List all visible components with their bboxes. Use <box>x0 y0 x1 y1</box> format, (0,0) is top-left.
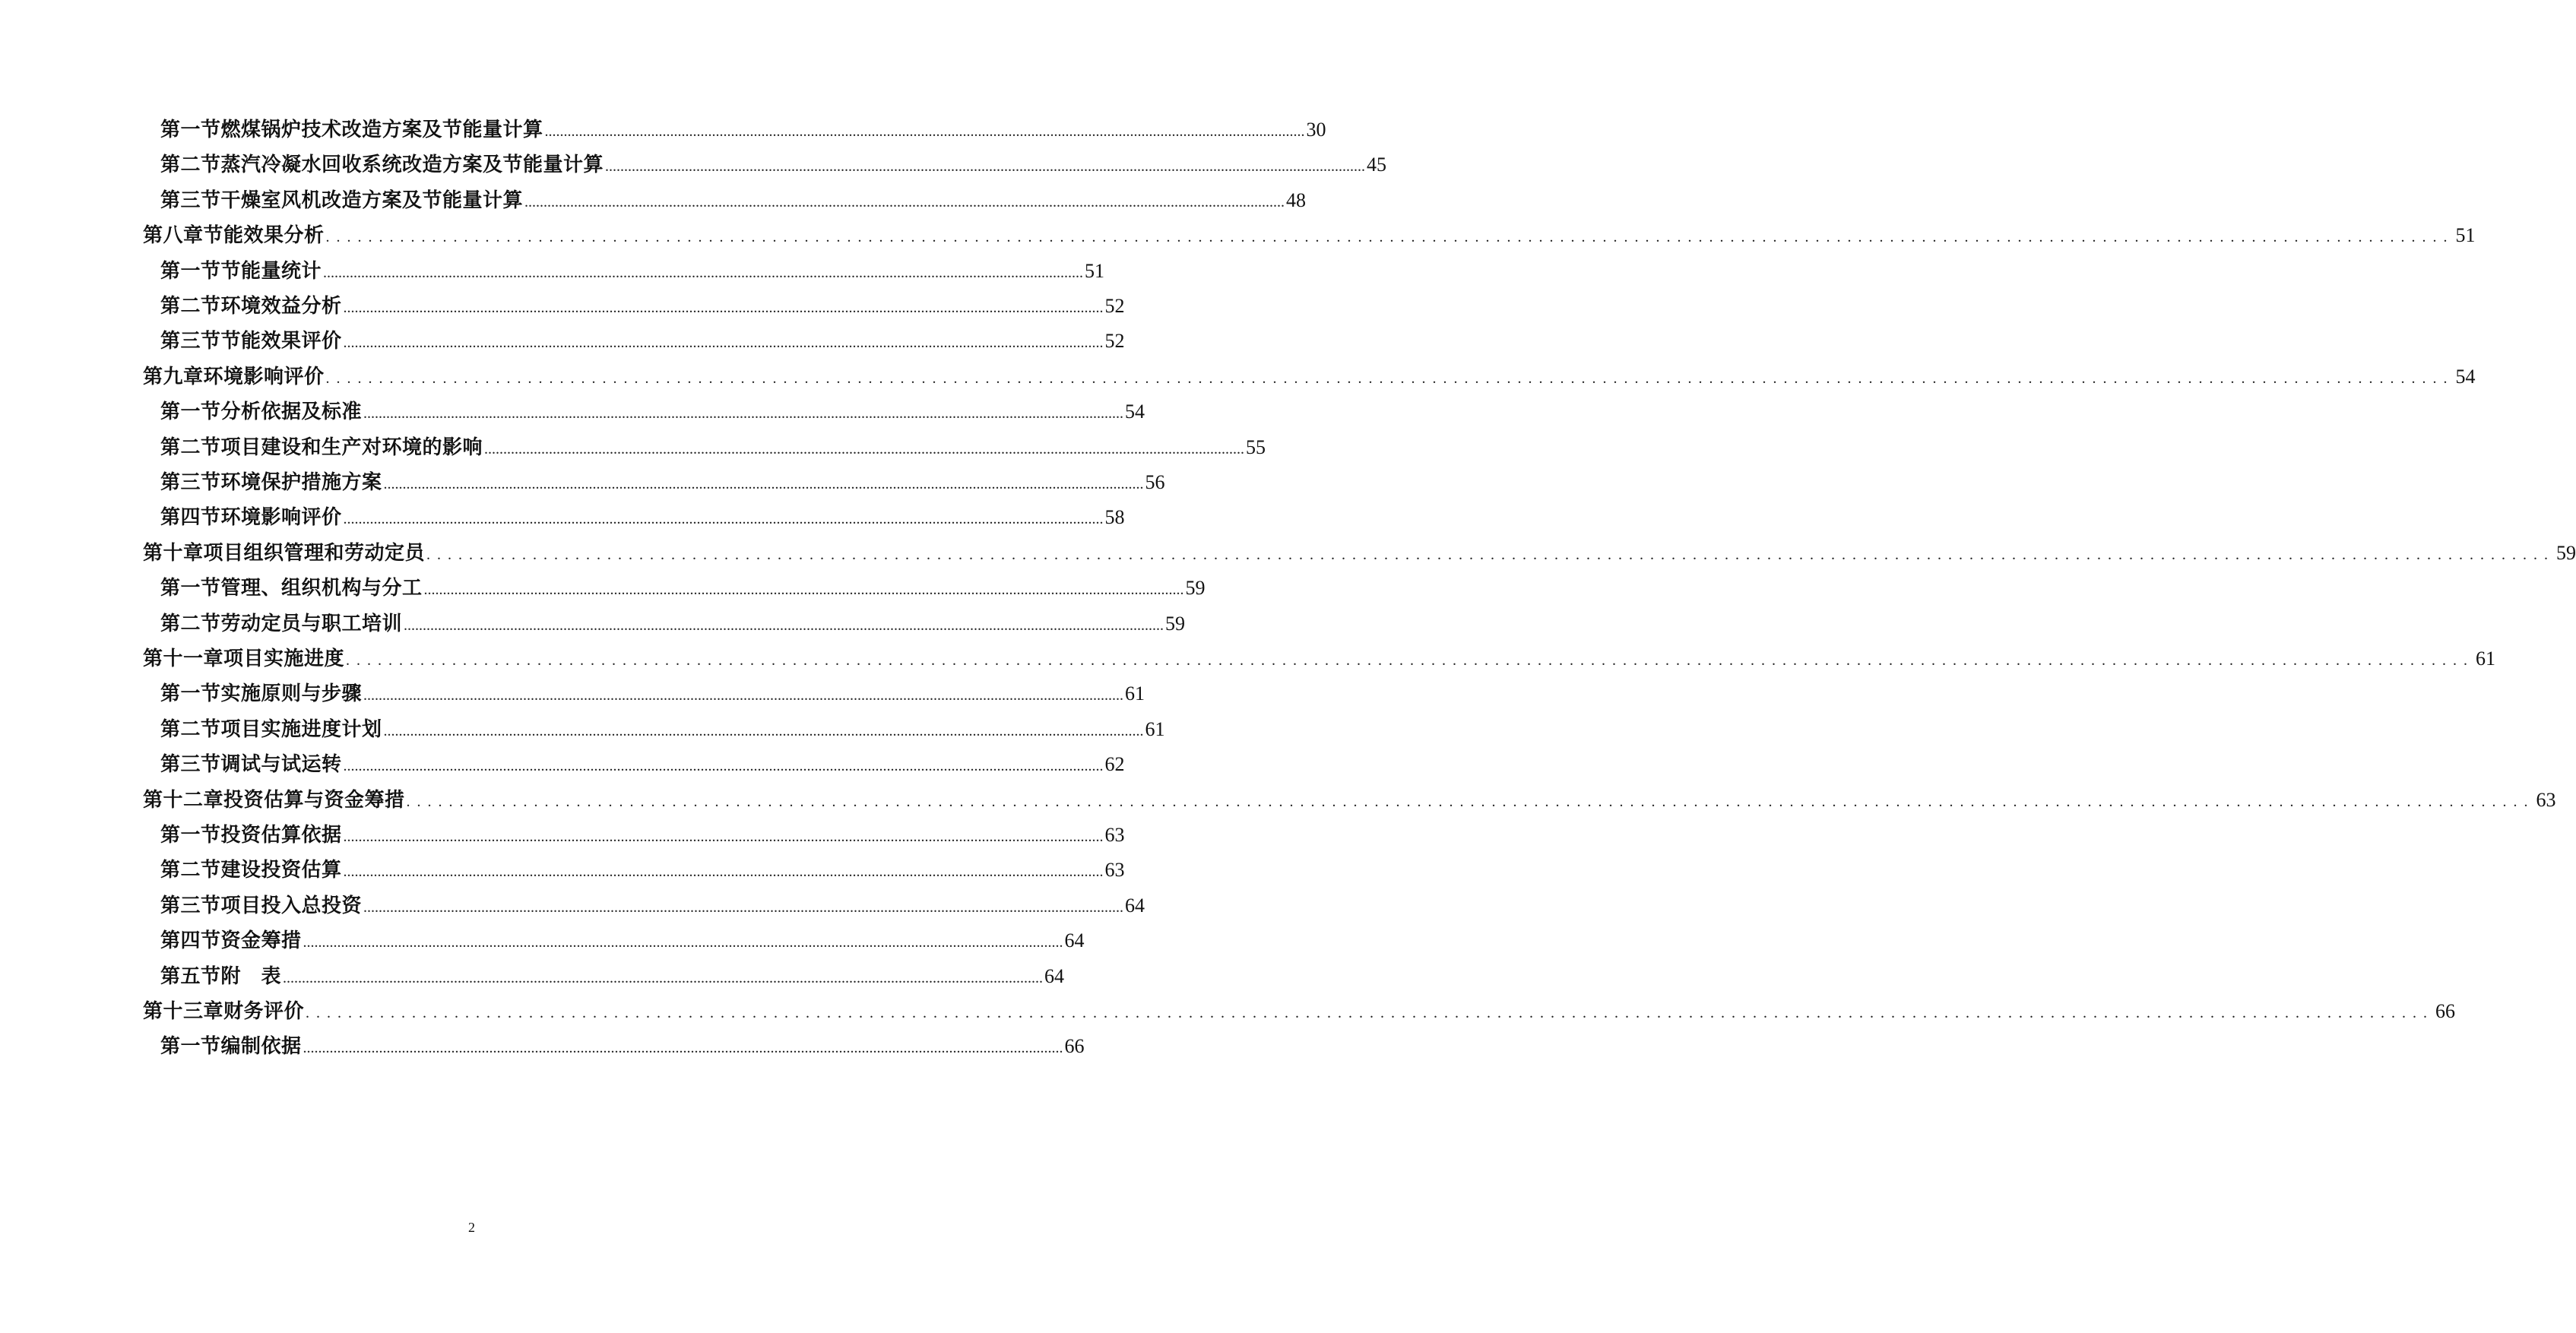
toc-entry-title: 蒸汽冷凝水回收系统改造方案及节能量计算 <box>220 154 604 177</box>
toc-leader-dots: ........................................................................................................................................................................................................ <box>404 616 1164 634</box>
toc-entry-title: 附 表 <box>220 964 282 988</box>
toc-leader-dots: ........................................................................................................................................................................................................ <box>406 793 2535 810</box>
toc-entry-page: 58 <box>1104 506 1125 529</box>
toc-entry-page: 61 <box>2476 648 2496 670</box>
toc-chapter-entry[interactable] <box>143 643 2496 670</box>
toc-section-entry[interactable] <box>160 925 1085 953</box>
toc-leader-dots: ........................................................................................................................................................................................................ <box>484 440 1245 458</box>
toc-section-entry[interactable] <box>160 819 1125 847</box>
toc-entry-page: 52 <box>1104 330 1125 353</box>
toc-entry-label: 第一节 <box>160 259 221 283</box>
toc-entry-title: 节能效果评价 <box>220 330 342 353</box>
toc-entry-page: 55 <box>1246 435 1266 458</box>
toc-entry-page: 59 <box>1185 577 1206 600</box>
toc-entry-title: 投资估算与资金筹措 <box>223 788 405 812</box>
toc-entry-page: 64 <box>1125 894 1145 917</box>
toc-leader-dots: ........................................................................................................................................................................................................ <box>363 687 1124 704</box>
toc-entry-title: 项目组织管理和劳动定员 <box>203 541 426 565</box>
toc-leader-dots: ........................................................................................................................................................................................................ <box>383 476 1144 492</box>
toc-entry-title: 项目实施进度计划 <box>220 717 382 741</box>
toc-entry-label: 第二节 <box>160 612 221 635</box>
toc-entry-title: 干燥室风机改造方案及节能量计算 <box>220 188 524 212</box>
toc-section-entry[interactable] <box>160 114 1326 141</box>
toc-entry-page: 61 <box>1125 682 1145 705</box>
toc-entry-title: 项目建设和生产对环境的影响 <box>220 435 483 459</box>
toc-leader-dots: ........................................................................................................................................................................................................ <box>423 581 1184 599</box>
toc-entry-page: 64 <box>1044 964 1065 987</box>
toc-entry-page: 52 <box>1104 295 1125 317</box>
toc-entry-title: 节能效果分析 <box>203 224 325 248</box>
toc-section-entry[interactable] <box>160 467 1165 494</box>
toc-entry-page: 30 <box>1306 119 1326 141</box>
toc-entry-label: 第八章 <box>143 224 204 248</box>
toc-entry-title: 项目实施进度 <box>223 648 345 670</box>
toc-entry-label: 第十章 <box>143 541 204 565</box>
toc-entry-label: 第九章 <box>143 365 204 388</box>
toc-entry-label: 第一节 <box>160 682 221 706</box>
toc-entry-page: 54 <box>2455 365 2476 388</box>
toc-leader-dots: ........................................................................................................................................................................................................ <box>426 546 2555 563</box>
toc-entry-label: 第三节 <box>160 471 221 494</box>
toc-leader-dots: ........................................................................................................................................................................................................ <box>323 264 1084 281</box>
toc-entry-label: 第二节 <box>160 435 221 459</box>
toc-entry-title: 投资估算依据 <box>220 824 342 847</box>
toc-entry-title: 劳动定员与职工培训 <box>220 612 403 635</box>
toc-section-entry[interactable] <box>160 290 1125 318</box>
toc-chapter-entry[interactable] <box>143 537 2576 565</box>
toc-entry-page: 63 <box>1104 859 1125 882</box>
toc-entry-title: 燃煤锅炉技术改造方案及节能量计算 <box>220 119 543 141</box>
toc-leader-dots: ........................................................................................................................................................................................................ <box>544 123 1305 140</box>
toc-entry-label: 第一节 <box>160 1035 221 1059</box>
toc-leader-dots: ........................................................................................................................................................................................................ <box>306 1005 2435 1021</box>
toc-entry-label: 第五节 <box>160 964 221 988</box>
toc-entry-label: 第十二章 <box>143 788 224 812</box>
toc-leader-dots: ........................................................................................................................................................................................................ <box>325 229 2454 246</box>
toc-section-entry[interactable] <box>160 185 1307 212</box>
toc-entry-label: 第一节 <box>160 119 221 141</box>
toc-leader-dots: ........................................................................................................................................................................................................ <box>605 158 1366 176</box>
toc-entry-title: 财务评价 <box>223 1000 305 1023</box>
toc-leader-dots: ........................................................................................................................................................................................................ <box>343 758 1104 775</box>
toc-entry-title: 调试与试运转 <box>220 753 342 777</box>
toc-section-entry[interactable] <box>160 608 1186 635</box>
toc-entry-label: 第二节 <box>160 859 221 882</box>
toc-leader-dots: ........................................................................................................................................................................................................ <box>383 722 1144 739</box>
toc-entry-label: 第十一章 <box>143 648 224 670</box>
toc-entry-title: 项目投入总投资 <box>220 894 363 917</box>
toc-entry-page: 66 <box>2435 1000 2456 1022</box>
toc-section-entry[interactable] <box>160 890 1145 917</box>
toc-section-entry[interactable] <box>160 255 1105 283</box>
toc-entry-title: 环境影响评价 <box>203 365 325 388</box>
toc-entry-label: 第二节 <box>160 154 221 177</box>
toc-leader-dots: ........................................................................................................................................................................................................ <box>303 1040 1063 1057</box>
toc-entry-title: 编制依据 <box>220 1035 302 1059</box>
toc-entry-page: 48 <box>1286 188 1307 211</box>
toc-entry-title: 分析依据及标准 <box>220 401 363 424</box>
toc-section-entry[interactable] <box>160 432 1266 459</box>
toc-leader-dots: ........................................................................................................................................................................................................ <box>303 934 1063 951</box>
toc-section-entry[interactable] <box>160 325 1125 353</box>
toc-entry-label: 第一节 <box>160 824 221 847</box>
toc-entry-page: 51 <box>1085 259 1105 282</box>
toc-entry-page: 56 <box>1145 471 1165 493</box>
toc-section-entry[interactable] <box>160 502 1125 530</box>
toc-entry-page: 61 <box>1145 717 1165 740</box>
toc-leader-dots: ........................................................................................................................................................................................................ <box>283 969 1044 986</box>
toc-section-entry[interactable] <box>160 149 1387 177</box>
toc-chapter-entry[interactable] <box>143 361 2476 388</box>
toc-section-entry[interactable] <box>160 1031 1085 1059</box>
toc-entry-title: 管理、组织机构与分工 <box>220 577 423 600</box>
toc-entry-page: 62 <box>1104 753 1125 776</box>
toc-chapter-entry[interactable] <box>143 784 2556 812</box>
toc-leader-dots: ........................................................................................................................................................................................................ <box>343 511 1104 528</box>
toc-leader-dots: ........................................................................................................................................................................................................ <box>346 652 2475 669</box>
toc-entry-title: 环境影响评价 <box>220 506 342 530</box>
toc-leader-dots: ........................................................................................................................................................................................................ <box>325 369 2454 387</box>
toc-entry-page: 63 <box>2536 788 2556 811</box>
toc-section-entry[interactable] <box>160 749 1125 777</box>
toc-section-entry[interactable] <box>160 961 1065 988</box>
toc-entry-label: 第四节 <box>160 506 221 530</box>
toc-chapter-entry[interactable] <box>143 220 2476 248</box>
toc-entry-page: 66 <box>1064 1035 1085 1058</box>
toc-entry-label: 第三节 <box>160 188 221 212</box>
page-number: 2 <box>468 1220 475 1235</box>
toc-entry-page: 51 <box>2455 224 2476 247</box>
toc-leader-dots: ........................................................................................................................................................................................................ <box>343 863 1104 881</box>
toc-entry-label: 第一节 <box>160 401 221 424</box>
toc-entry-page: 63 <box>1104 824 1125 846</box>
toc-entry-page: 45 <box>1367 154 1387 176</box>
toc-entry-label: 第三节 <box>160 753 221 777</box>
toc-entry-page: 54 <box>1125 401 1145 423</box>
toc-entry-label: 第三节 <box>160 330 221 353</box>
toc-entry-page: 64 <box>1064 929 1085 952</box>
toc-entry-title: 环境保护措施方案 <box>220 471 382 494</box>
toc-entry-label: 第二节 <box>160 717 221 741</box>
toc-entry-label: 第十三章 <box>143 1000 224 1023</box>
toc-section-entry[interactable] <box>160 572 1206 600</box>
toc-entry-title: 资金筹措 <box>220 929 302 953</box>
toc-entry-label: 第三节 <box>160 894 221 917</box>
toc-entry-title: 节能量统计 <box>220 259 322 283</box>
toc-entry-title: 环境效益分析 <box>220 295 342 318</box>
toc-entry-title: 实施原则与步骤 <box>220 682 363 706</box>
toc-section-entry[interactable] <box>160 714 1165 741</box>
toc-leader-dots: ........................................................................................................................................................................................................ <box>363 405 1124 423</box>
toc-chapter-entry[interactable] <box>143 996 2456 1023</box>
toc-entry-label: 第一节 <box>160 577 221 600</box>
toc-leader-dots: ........................................................................................................................................................................................................ <box>343 828 1104 845</box>
toc-entry-title: 建设投资估算 <box>220 859 342 882</box>
toc-leader-dots: ........................................................................................................................................................................................................ <box>343 299 1104 316</box>
toc-entry-page: 59 <box>1165 612 1186 635</box>
toc-leader-dots: ........................................................................................................................................................................................................ <box>343 334 1104 352</box>
toc-section-entry[interactable] <box>160 396 1145 424</box>
toc-entry-page: 59 <box>2556 541 2576 564</box>
toc-leader-dots: ........................................................................................................................................................................................................ <box>524 193 1285 211</box>
toc-section-entry[interactable] <box>160 854 1125 882</box>
toc-entry-label: 第二节 <box>160 295 221 318</box>
toc-section-entry[interactable] <box>160 678 1145 706</box>
toc-leader-dots: ........................................................................................................................................................................................................ <box>363 898 1124 916</box>
toc-entry-label: 第四节 <box>160 929 221 953</box>
